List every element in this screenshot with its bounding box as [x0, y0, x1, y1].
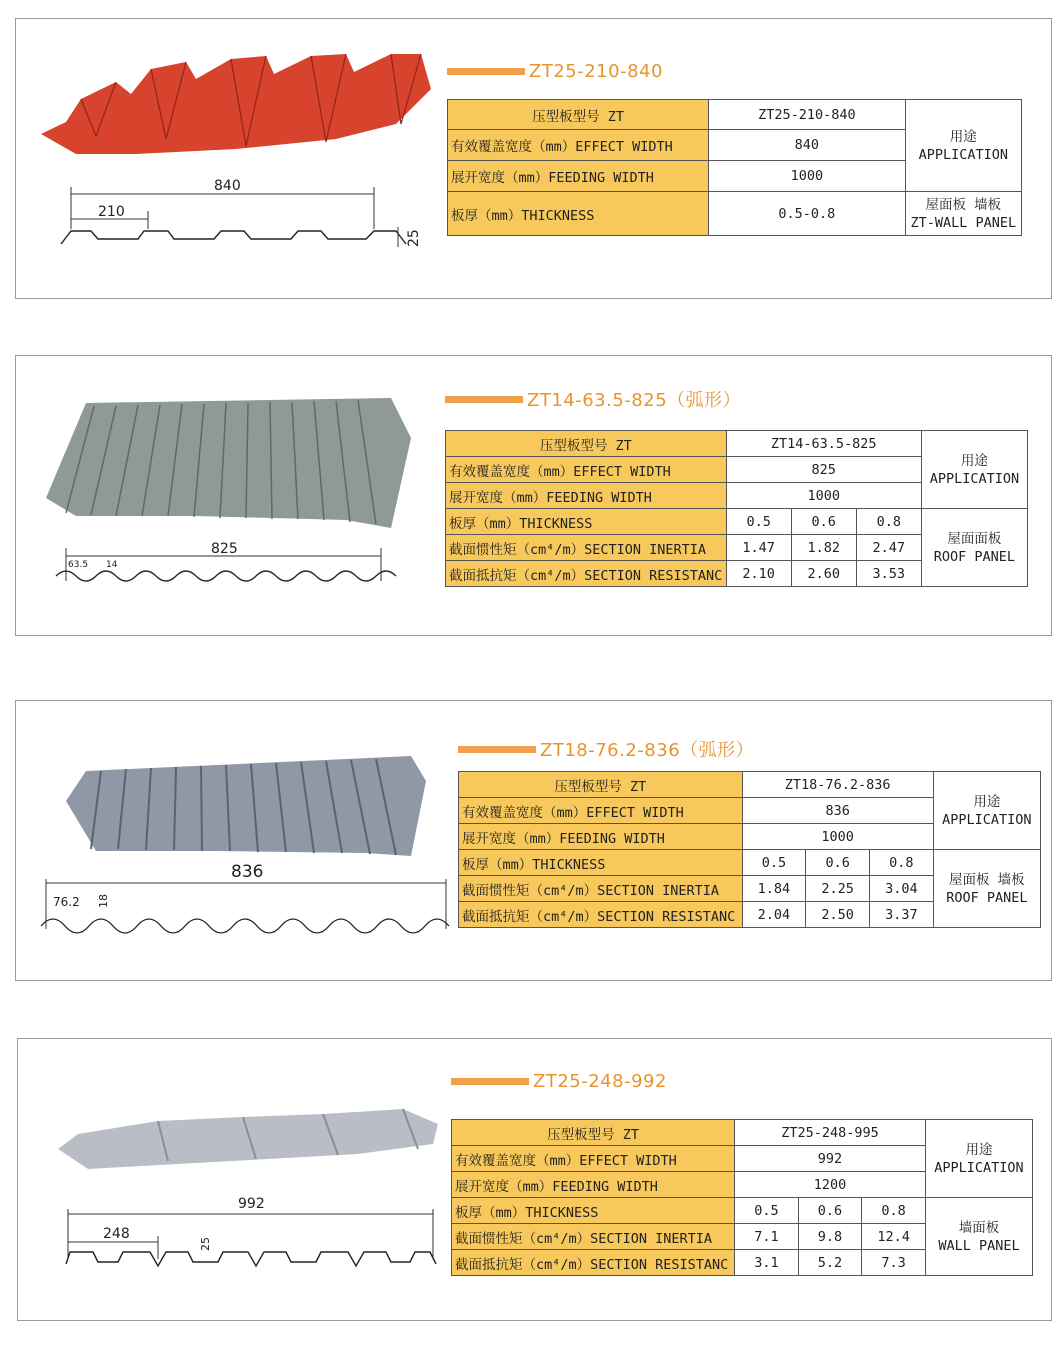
panel-2-dim-height: 14 — [106, 560, 118, 570]
panel-4-dim-height: 25 — [199, 1237, 212, 1251]
row-value: ZT25-248-995 — [735, 1120, 926, 1146]
row-value: 0.8 — [862, 1198, 926, 1224]
panel-2-title-text: ZT14-63.5-825（弧形） — [527, 390, 742, 411]
panel-2-spec-table — [445, 430, 1028, 587]
panel-4-dim-total: 992 — [238, 1196, 265, 1212]
panel-3-title — [458, 736, 754, 762]
row-label: 展开宽度（mm）FEEDING WIDTH — [448, 161, 709, 192]
row-value: 3.53 — [856, 561, 921, 587]
row-label: 压型板型号 ZT — [448, 100, 709, 130]
row-label: 有效覆盖宽度（mm）EFFECT WIDTH — [459, 798, 743, 824]
row-value: 0.8 — [870, 850, 934, 876]
panel-4-profile-drawing — [58, 1194, 478, 1294]
application-value: 屋面板 墙板 ZT-WALL PANEL — [905, 192, 1021, 236]
row-value: 0.5-0.8 — [709, 192, 905, 236]
panel-1-title — [447, 61, 663, 82]
row-label: 板厚（mm）THICKNESS — [448, 192, 709, 236]
row-value: 3.1 — [735, 1250, 799, 1276]
row-label: 板厚（mm）THICKNESS — [459, 850, 743, 876]
panel-card-2 — [15, 355, 1052, 636]
row-value: 2.25 — [806, 876, 870, 902]
panel-image-2 — [46, 398, 446, 528]
title-bar-icon — [451, 1078, 529, 1085]
panel-1-sheet — [41, 54, 431, 154]
row-value: 0.6 — [798, 1198, 862, 1224]
application-header: 用途 APPLICATION — [933, 772, 1040, 850]
panel-2-title — [445, 386, 741, 412]
row-value: 0.6 — [806, 850, 870, 876]
row-value: ZT25-210-840 — [709, 100, 905, 130]
panel-1-dim-height: 25 — [406, 229, 422, 247]
row-label: 展开宽度（mm）FEEDING WIDTH — [459, 824, 743, 850]
row-label: 有效覆盖宽度（mm）EFFECT WIDTH — [452, 1146, 735, 1172]
row-label: 截面抵抗矩（cm⁴/m）SECTION RESISTANC — [452, 1250, 735, 1276]
application-value: 屋面板 墙板 ROOF PANEL — [933, 850, 1040, 928]
row-label: 截面抵抗矩（cm⁴/m）SECTION RESISTANC — [446, 561, 727, 587]
row-value: 3.04 — [870, 876, 934, 902]
panel-3-profile-drawing — [41, 861, 461, 931]
table-row — [459, 850, 1041, 876]
panel-3-dim-pitch: 76.2 — [53, 895, 80, 909]
table-row — [448, 192, 1022, 236]
application-header: 用途 APPLICATION — [921, 431, 1027, 509]
panel-1-title-text: ZT25-210-840 — [529, 61, 663, 82]
panel-1-dim-total: 840 — [214, 178, 241, 194]
row-label: 板厚（mm）THICKNESS — [452, 1198, 735, 1224]
row-value: 7.1 — [735, 1224, 799, 1250]
panel-card-3 — [15, 700, 1052, 981]
panel-3-sheet — [66, 756, 426, 856]
row-value: 0.5 — [742, 850, 806, 876]
panel-3-dim-height: 18 — [97, 894, 110, 908]
row-value: 1.82 — [791, 535, 856, 561]
title-bar-icon — [447, 68, 525, 75]
title-bar-icon — [458, 746, 536, 753]
row-value: 2.04 — [742, 902, 806, 928]
panel-3-spec-table — [458, 771, 1041, 928]
row-label: 截面抵抗矩（cm⁴/m）SECTION RESISTANC — [459, 902, 743, 928]
panel-4-title — [451, 1071, 667, 1092]
table-row — [452, 1120, 1033, 1146]
application-header: 用途 APPLICATION — [905, 100, 1021, 192]
row-value: 3.37 — [870, 902, 934, 928]
row-value: 1200 — [735, 1172, 926, 1198]
panel-card-4 — [17, 1038, 1052, 1321]
row-value: 836 — [742, 798, 933, 824]
panel-image-1 — [36, 54, 436, 164]
panel-2-dim-pitch: 63.5 — [68, 560, 89, 570]
row-value: 1.47 — [726, 535, 791, 561]
row-label: 板厚（mm）THICKNESS — [446, 509, 727, 535]
row-value: 992 — [735, 1146, 926, 1172]
row-value: 0.6 — [791, 509, 856, 535]
table-row — [459, 772, 1041, 798]
row-value: 0.5 — [726, 509, 791, 535]
row-value: 2.50 — [806, 902, 870, 928]
table-row — [448, 100, 1022, 130]
row-label: 有效覆盖宽度（mm）EFFECT WIDTH — [446, 457, 727, 483]
row-value: 1000 — [726, 483, 921, 509]
panel-1-dim-pitch: 210 — [98, 204, 125, 220]
row-label: 截面惯性矩（cm⁴/m）SECTION INERTIA — [459, 876, 743, 902]
row-label: 截面惯性矩（cm⁴/m）SECTION INERTIA — [446, 535, 727, 561]
row-label: 压型板型号 ZT — [452, 1120, 735, 1146]
panel-4-spec-table — [451, 1119, 1033, 1276]
panel-card-1 — [15, 18, 1052, 299]
row-value: 825 — [726, 457, 921, 483]
row-value: 2.47 — [856, 535, 921, 561]
row-label: 截面惯性矩（cm⁴/m）SECTION INERTIA — [452, 1224, 735, 1250]
row-label: 展开宽度（mm）FEEDING WIDTH — [452, 1172, 735, 1198]
row-value: 2.10 — [726, 561, 791, 587]
row-label: 压型板型号 ZT — [446, 431, 727, 457]
row-value: ZT14-63.5-825 — [726, 431, 921, 457]
application-header: 用途 APPLICATION — [925, 1120, 1032, 1198]
row-value: 0.8 — [856, 509, 921, 535]
panel-2-profile-drawing — [56, 536, 456, 596]
row-value: 12.4 — [862, 1224, 926, 1250]
row-value: 1.84 — [742, 876, 806, 902]
row-value: 9.8 — [798, 1224, 862, 1250]
table-row — [452, 1198, 1033, 1224]
panel-4-sheet — [58, 1109, 438, 1169]
row-value: 5.2 — [798, 1250, 862, 1276]
panel-2-sheet — [46, 398, 411, 528]
row-label: 有效覆盖宽度（mm）EFFECT WIDTH — [448, 130, 709, 161]
table-row — [446, 509, 1028, 535]
row-label: 压型板型号 ZT — [459, 772, 743, 798]
table-row — [446, 431, 1028, 457]
row-value: ZT18-76.2-836 — [742, 772, 933, 798]
row-value: 840 — [709, 130, 905, 161]
row-value: 0.5 — [735, 1198, 799, 1224]
panel-4-dim-pitch: 248 — [103, 1226, 130, 1242]
panel-3-title-text: ZT18-76.2-836（弧形） — [540, 740, 755, 761]
panel-4-title-text: ZT25-248-992 — [533, 1071, 667, 1092]
row-value: 1000 — [709, 161, 905, 192]
row-value: 2.60 — [791, 561, 856, 587]
panel-1-spec-table — [447, 99, 1022, 236]
panel-2-dim-total: 825 — [211, 541, 238, 557]
application-value: 墙面板 WALL PANEL — [925, 1198, 1032, 1276]
panel-image-4 — [58, 1109, 458, 1189]
row-value: 1000 — [742, 824, 933, 850]
panel-1-profile-drawing — [56, 169, 476, 249]
panel-3-dim-total: 836 — [231, 862, 264, 882]
row-label: 展开宽度（mm）FEEDING WIDTH — [446, 483, 727, 509]
row-value: 7.3 — [862, 1250, 926, 1276]
application-value: 屋面面板 ROOF PANEL — [921, 509, 1027, 587]
title-bar-icon — [445, 396, 523, 403]
panel-image-3 — [66, 751, 446, 861]
